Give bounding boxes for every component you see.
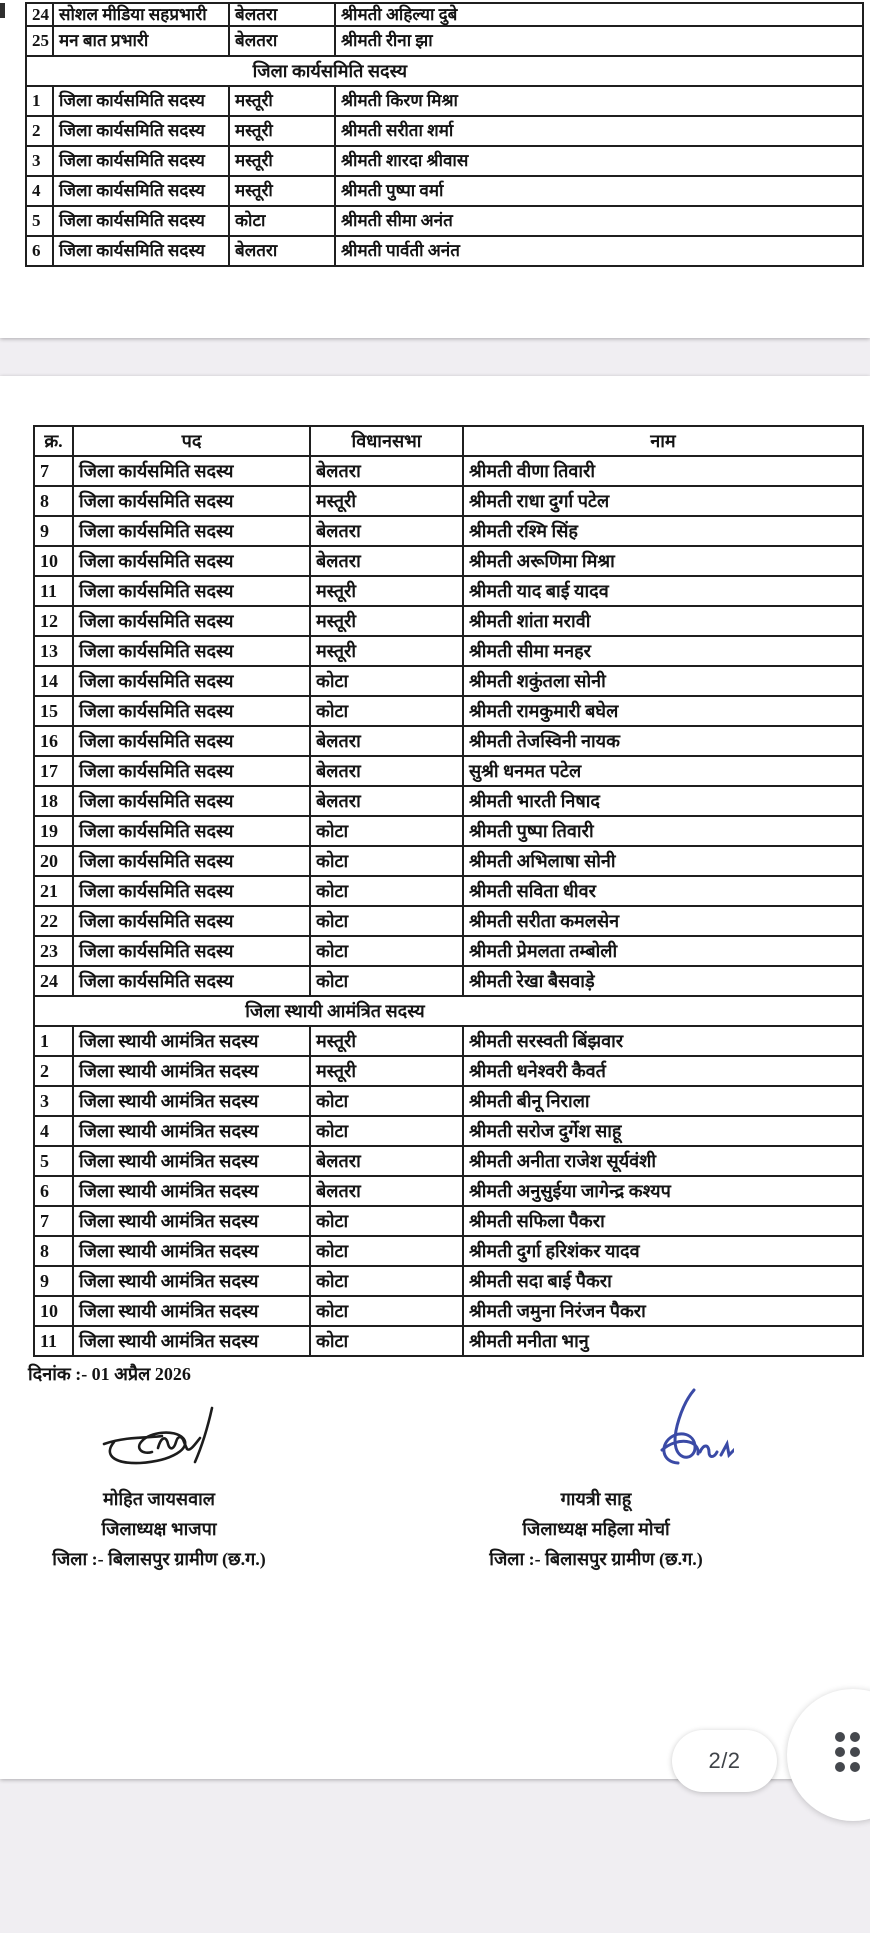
signer-name: गायत्री साहू [560,1489,632,1509]
page1-section-rows [26,86,863,266]
name-cell: श्रीमती पार्वती अनंत [335,236,863,266]
table-header-row [34,426,863,456]
serial-cell: 7 [34,456,73,486]
name-cell: श्रीमती रश्मि सिंह [463,516,863,546]
dot [850,1747,860,1757]
serial-cell: 3 [26,146,53,176]
constituency-cell: बेलतरा [229,3,335,26]
name-cell: श्रीमती रेखा बैसवाड़े [463,966,863,996]
constituency-cell: कोटा [310,906,463,936]
constituency-cell: कोटा [310,876,463,906]
name-cell: श्रीमती राधा दुर्गा पटेल [463,486,863,516]
post-cell: जिला कार्यसमिति सदस्य [53,176,229,206]
page2-invited-rows [34,1026,863,1356]
serial-cell: 1 [26,86,53,116]
table-row [34,816,863,846]
table-row [34,906,863,936]
constituency-cell: कोटा [310,1326,463,1356]
name-cell: श्रीमती शकुंतला सोनी [463,666,863,696]
serial-cell: 15 [34,696,73,726]
serial-cell: 19 [34,816,73,846]
serial-cell: 17 [34,756,73,786]
column-header-name: नाम [463,426,863,456]
serial-cell: 24 [34,966,73,996]
table-row [34,666,863,696]
serial-cell: 5 [26,206,53,236]
table-row [34,1206,863,1236]
table-row [34,756,863,786]
post-cell: मन बात प्रभारी [53,26,229,56]
constituency-cell: मस्तूरी [310,576,463,606]
constituency-cell: बेलतरा [229,26,335,56]
constituency-cell: कोटा [310,696,463,726]
name-cell: श्रीमती शारदा श्रीवास [335,146,863,176]
serial-cell: 7 [34,1206,73,1236]
table-row [34,516,863,546]
name-cell: श्रीमती रामकुमारी बघेल [463,696,863,726]
post-cell: जिला स्थायी आमंत्रित सदस्य [73,1026,310,1056]
constituency-cell: कोटा [310,816,463,846]
name-cell: श्रीमती सरोज दुर्गेश साहू [463,1116,863,1146]
table-row [26,3,863,26]
post-cell: जिला कार्यसमिति सदस्य [73,816,310,846]
table-row [34,876,863,906]
constituency-cell: मस्तूरी [229,116,335,146]
name-cell: श्रीमती सरीता कमलसेन [463,906,863,936]
table-row [34,1056,863,1086]
name-cell: श्रीमती जमुना निरंजन पैकरा [463,1296,863,1326]
post-cell: सोशल मीडिया सहप्रभारी [53,3,229,26]
constituency-cell: मस्तूरी [310,1056,463,1086]
serial-cell: 5 [34,1146,73,1176]
column-header-serial: क्र. [34,426,73,456]
name-cell: श्रीमती पुष्पा वर्मा [335,176,863,206]
serial-cell: 4 [34,1116,73,1146]
serial-cell: 18 [34,786,73,816]
serial-cell: 10 [34,1296,73,1326]
section-header-row [34,996,863,1026]
page1-section [26,56,863,86]
table-row [34,1176,863,1206]
post-cell: जिला स्थायी आमंत्रित सदस्य [73,1206,310,1236]
signature-ink-right-icon [634,1386,734,1484]
post-cell: जिला स्थायी आमंत्रित सदस्य [73,1266,310,1296]
post-cell: जिला स्थायी आमंत्रित सदस्य [73,1236,310,1266]
serial-cell: 4 [26,176,53,206]
constituency-cell: बेलतरा [310,516,463,546]
post-cell: जिला स्थायी आमंत्रित सदस्य [73,1146,310,1176]
signer-district: जिला :- बिलासपुर ग्रामीण (छ.ग.) [52,1549,266,1569]
post-cell: जिला कार्यसमिति सदस्य [53,116,229,146]
serial-cell: 3 [34,1086,73,1116]
name-cell: श्रीमती सीमा अनंत [335,206,863,236]
name-cell: श्रीमती सफिला पैकरा [463,1206,863,1236]
constituency-cell: बेलतरा [310,726,463,756]
table-row [26,236,863,266]
name-cell: श्रीमती तेजस्विनी नायक [463,726,863,756]
serial-cell: 20 [34,846,73,876]
name-cell: श्रीमती सरीता शर्मा [335,116,863,146]
table-row [26,206,863,236]
table-row [34,486,863,516]
name-cell: श्रीमती भारती निषाद [463,786,863,816]
serial-cell: 16 [34,726,73,756]
name-cell: श्रीमती अनुसुईया जागेन्द्र कश्यप [463,1176,863,1206]
section-header-row [26,56,863,86]
page-indicator-pill [672,1730,777,1792]
table-row [34,966,863,996]
page2-section [34,996,863,1026]
table-row [34,1026,863,1056]
constituency-cell: मस्तूरी [310,606,463,636]
name-cell: श्रीमती मनीता भानु [463,1326,863,1356]
post-cell: जिला स्थायी आमंत्रित सदस्य [73,1176,310,1206]
constituency-cell: कोटा [310,1266,463,1296]
table-row [34,456,863,486]
constituency-cell: कोटा [310,846,463,876]
name-cell: सुश्री धनमत पटेल [463,756,863,786]
constituency-cell: कोटा [310,1116,463,1146]
table-row [34,726,863,756]
post-cell: जिला कार्यसमिति सदस्य [73,906,310,936]
signer-title: जिलाध्यक्ष भाजपा [101,1519,217,1539]
post-cell: जिला कार्यसमिति सदस्य [73,546,310,576]
table-row [34,1326,863,1356]
name-cell: श्रीमती अनीता राजेश सूर्यवंशी [463,1146,863,1176]
constituency-cell: कोटा [310,1236,463,1266]
table-row [34,936,863,966]
serial-cell: 1 [34,1026,73,1056]
constituency-cell: कोटा [310,666,463,696]
dot [835,1732,845,1742]
serial-cell: 8 [34,486,73,516]
post-cell: जिला स्थायी आमंत्रित सदस्य [73,1116,310,1146]
serial-cell: 11 [34,1326,73,1356]
name-cell: श्रीमती याद बाई यादव [463,576,863,606]
table-row [34,1236,863,1266]
page1-table [25,2,864,267]
name-cell: श्रीमती सदा बाई पैकरा [463,1266,863,1296]
scan-edge-artifact [0,3,5,18]
post-cell: जिला कार्यसमिति सदस्य [73,756,310,786]
table-row [34,846,863,876]
name-cell: श्रीमती पुष्पा तिवारी [463,816,863,846]
serial-cell: 22 [34,906,73,936]
constituency-cell: मस्तूरी [229,176,335,206]
post-cell: जिला कार्यसमिति सदस्य [73,456,310,486]
table-row [34,696,863,726]
constituency-cell: कोटा [310,966,463,996]
post-cell: जिला स्थायी आमंत्रित सदस्य [73,1056,310,1086]
serial-cell: 13 [34,636,73,666]
table-row [34,1146,863,1176]
constituency-cell: बेलतरा [229,236,335,266]
post-cell: जिला कार्यसमिति सदस्य [73,846,310,876]
name-cell: श्रीमती प्रेमलता तम्बोली [463,936,863,966]
post-cell: जिला कार्यसमिति सदस्य [73,576,310,606]
table-row [26,116,863,146]
post-cell: जिला कार्यसमिति सदस्य [73,516,310,546]
page2-table [33,425,864,1357]
constituency-cell: कोटा [310,936,463,966]
post-cell: जिला कार्यसमिति सदस्य [73,486,310,516]
constituency-cell: कोटा [310,1206,463,1236]
signature-ink-left-icon [100,1402,235,1480]
name-cell: श्रीमती सविता धीवर [463,876,863,906]
column-header-post: पद [73,426,310,456]
section-header-label: जिला स्थायी आमंत्रित सदस्य [34,996,863,1026]
post-cell: जिला कार्यसमिति सदस्य [73,936,310,966]
serial-cell: 25 [26,26,53,56]
constituency-cell: कोटा [310,1296,463,1326]
constituency-cell: बेलतरा [310,1176,463,1206]
post-cell: जिला कार्यसमिति सदस्य [53,146,229,176]
section-header-label: जिला कार्यसमिति सदस्य [26,56,863,86]
serial-cell: 12 [34,606,73,636]
post-cell: जिला कार्यसमिति सदस्य [53,86,229,116]
post-cell: जिला कार्यसमिति सदस्य [73,966,310,996]
signature-block-left [38,1484,280,1574]
serial-cell: 11 [34,576,73,606]
post-cell: जिला कार्यसमिति सदस्य [73,606,310,636]
column-header-constituency: विधानसभा [310,426,463,456]
table-row [34,1296,863,1326]
signature-block-right [452,1484,740,1574]
table-row [34,786,863,816]
constituency-cell: बेलतरा [310,456,463,486]
post-cell: जिला स्थायी आमंत्रित सदस्य [73,1326,310,1356]
post-cell: जिला कार्यसमिति सदस्य [73,786,310,816]
constituency-cell: कोटा [229,206,335,236]
page-indicator-label: 2/2 [708,1748,741,1773]
date-line: दिनांक :- 01 अप्रैल 2026 [28,1364,191,1384]
constituency-cell: मस्तूरी [310,1026,463,1056]
name-cell: श्रीमती रीना झा [335,26,863,56]
page2-rows [34,456,863,996]
name-cell: श्रीमती अहिल्या दुबे [335,3,863,26]
signer-title: जिलाध्यक्ष महिला मोर्चा [522,1519,670,1539]
post-cell: जिला स्थायी आमंत्रित सदस्य [73,1296,310,1326]
constituency-cell: बेलतरा [310,756,463,786]
table-row [26,26,863,56]
post-cell: जिला कार्यसमिति सदस्य [73,636,310,666]
name-cell: श्रीमती सरस्वती बिंझवार [463,1026,863,1056]
name-cell: श्रीमती वीणा तिवारी [463,456,863,486]
serial-cell: 2 [26,116,53,146]
document-page-1 [0,0,870,338]
constituency-cell: बेलतरा [310,1146,463,1176]
name-cell: श्रीमती शांता मरावी [463,606,863,636]
post-cell: जिला कार्यसमिति सदस्य [73,666,310,696]
name-cell: श्रीमती धनेश्वरी कैवर्त [463,1056,863,1086]
table-row [34,576,863,606]
serial-cell: 6 [34,1176,73,1206]
constituency-cell: मस्तूरी [229,86,335,116]
table-row [34,636,863,666]
post-cell: जिला कार्यसमिति सदस्य [53,206,229,236]
post-cell: जिला कार्यसमिति सदस्य [73,876,310,906]
table-row [34,1266,863,1296]
name-cell: श्रीमती दुर्गा हरिशंकर यादव [463,1236,863,1266]
serial-cell: 2 [34,1056,73,1086]
serial-cell: 8 [34,1236,73,1266]
page1-carry-rows [26,3,863,56]
constituency-cell: बेलतरा [310,546,463,576]
grid-dots-icon [835,1732,860,1772]
dot [850,1762,860,1772]
constituency-cell: बेलतरा [310,786,463,816]
table-row [34,1116,863,1146]
table-row [26,176,863,206]
serial-cell: 14 [34,666,73,696]
document-page-2 [0,376,870,1779]
dot [835,1762,845,1772]
serial-cell: 10 [34,546,73,576]
serial-cell: 21 [34,876,73,906]
name-cell: श्रीमती बीनू निराला [463,1086,863,1116]
constituency-cell: मस्तूरी [310,486,463,516]
post-cell: जिला स्थायी आमंत्रित सदस्य [73,1086,310,1116]
constituency-cell: कोटा [310,1086,463,1116]
serial-cell: 9 [34,1266,73,1296]
name-cell: श्रीमती अरूणिमा मिश्रा [463,546,863,576]
name-cell: श्रीमती किरण मिश्रा [335,86,863,116]
serial-cell: 6 [26,236,53,266]
constituency-cell: मस्तूरी [310,636,463,666]
signer-district: जिला :- बिलासपुर ग्रामीण (छ.ग.) [489,1549,703,1569]
post-cell: जिला कार्यसमिति सदस्य [73,696,310,726]
table-row [34,546,863,576]
signer-name: मोहित जायसवाल [103,1489,215,1509]
table-row [34,1086,863,1116]
post-cell: जिला कार्यसमिति सदस्य [53,236,229,266]
table-row [26,86,863,116]
dot [850,1732,860,1742]
name-cell: श्रीमती सीमा मनहर [463,636,863,666]
table-row [34,606,863,636]
dot [835,1747,845,1757]
name-cell: श्रीमती अभिलाषा सोनी [463,846,863,876]
constituency-cell: मस्तूरी [229,146,335,176]
table-row [26,146,863,176]
serial-cell: 23 [34,936,73,966]
serial-cell: 9 [34,516,73,546]
serial-cell: 24 [26,3,53,26]
post-cell: जिला कार्यसमिति सदस्य [73,726,310,756]
